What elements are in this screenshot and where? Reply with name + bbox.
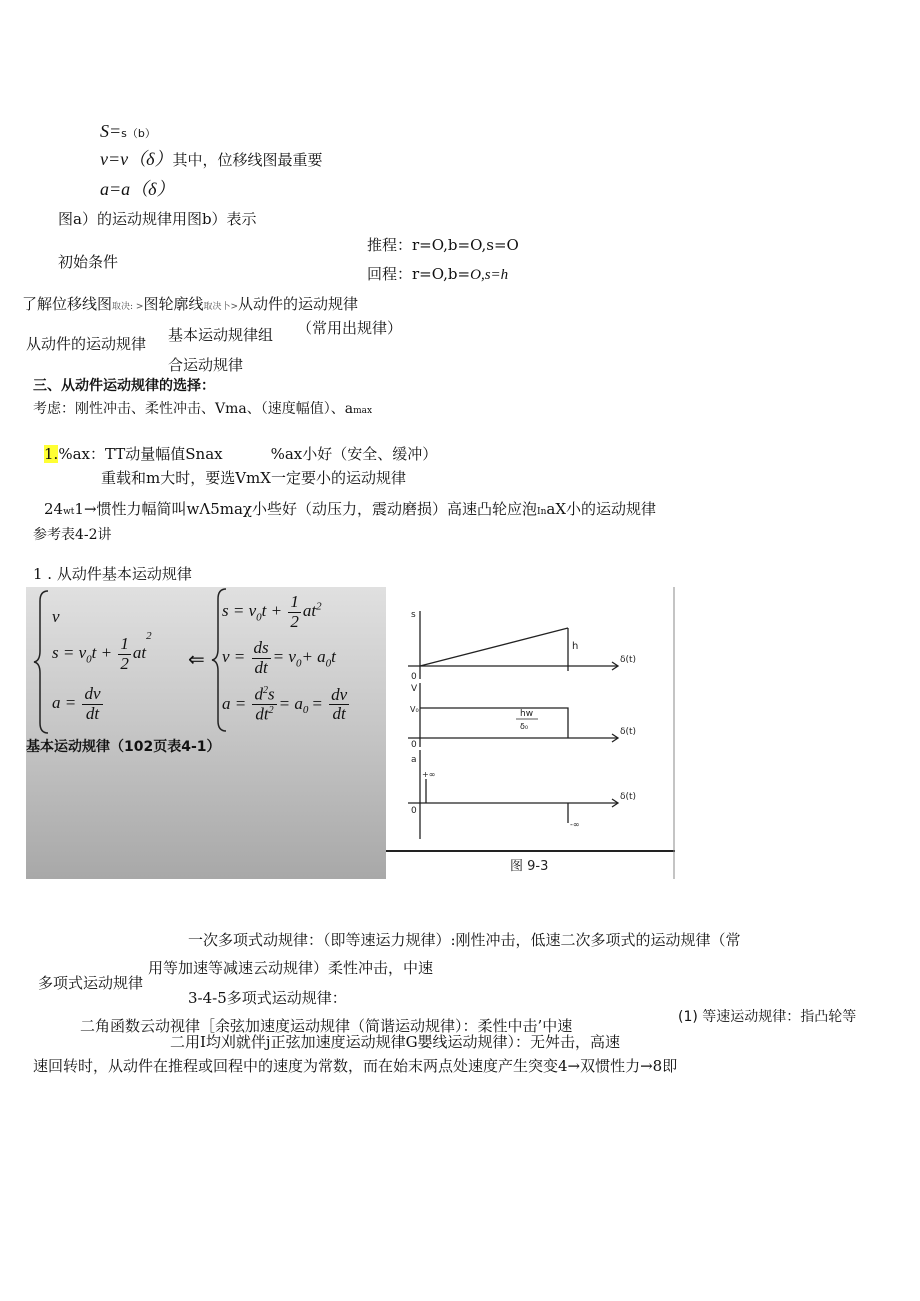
equations-panel bbox=[26, 587, 386, 879]
origin-v: 0 bbox=[411, 740, 417, 750]
poly-label: 多项式运动规律 bbox=[38, 974, 144, 992]
figure-caption: 图 9-3 bbox=[510, 859, 549, 874]
section-heading: 三、从动件运动规律的选择： bbox=[33, 378, 215, 394]
v-x-label: δ(t) bbox=[620, 727, 637, 737]
eq-left-v: v bbox=[52, 607, 60, 626]
eq-left-a: a = $\frac{dv}{dt}$ bbox=[52, 684, 101, 723]
figure-note: 图a）的运动规律用图b）表示 bbox=[58, 210, 257, 228]
classification-combined: 合运动规律 bbox=[168, 356, 244, 374]
eq-right-v: v = $\frac{ds}{dt}$ = $v_0+ a_0t$ bbox=[222, 638, 336, 677]
inf-up-label: +∞ bbox=[422, 770, 436, 779]
item-1: 1.%ax：TT动量幅值Snax %ax小好（安全、缓冲） bbox=[44, 445, 438, 463]
formula-s: S=s（b） bbox=[100, 121, 156, 141]
eq-left-s: $s = v_0t$ + $\frac{1}{2}$ $at^2$ bbox=[52, 630, 152, 673]
reference-note: 参考表4-2讲 bbox=[33, 527, 112, 543]
motion-graphs bbox=[386, 587, 675, 879]
item-1-detail: 重载和m大时，要选VmX一定要小的运动规律 bbox=[101, 469, 406, 487]
hw-label: hw bbox=[520, 709, 534, 719]
initial-conditions-label: 初始条件 bbox=[58, 253, 119, 271]
figure-caption-left: 基本运动规律（102页表4-1） bbox=[26, 739, 221, 755]
item-2: 24wt1→惯性力幅简叫wΛ5maχ小些好（动压力，震动磨损）高速凸轮应泡InaX小的运动规律 bbox=[44, 500, 656, 518]
origin-s: 0 bbox=[411, 672, 417, 682]
consider-line: 考虑：刚性冲击、柔性冲击、Vma、（速度幅值）、amax bbox=[33, 401, 373, 417]
basic-laws-heading: 1 . 从动件基本运动规律 bbox=[33, 565, 192, 583]
h-label: h bbox=[572, 641, 579, 652]
v0-label: V₀ bbox=[410, 705, 419, 714]
s-x-label: δ(t) bbox=[620, 655, 637, 665]
a-axis-label: a bbox=[411, 755, 417, 765]
trig-line-1: 二角函数云动视律［余弦加速度运动规律（简谐运动规律）：柔性中击’中速 bbox=[80, 1017, 573, 1035]
implies-arrow: ⇐ bbox=[188, 649, 205, 671]
inf-down-label: -∞ bbox=[570, 820, 580, 829]
eq-right-s: $s = v_0t$ + $\frac{1}{2}$ $at^2$ bbox=[222, 592, 322, 631]
trig-line-2: 二用I均刈就伴j正弦加速度运动规律G嬰线运动规律）：无舛击，高速 bbox=[170, 1033, 621, 1051]
push-condition: 推程：r=O,b=O,s=O bbox=[367, 236, 519, 254]
v-step bbox=[420, 708, 568, 738]
origin-a: 0 bbox=[411, 806, 417, 816]
classification-common: （常用出规律） bbox=[297, 319, 403, 337]
formula-a: a=a（δ） bbox=[100, 179, 175, 199]
s-ramp bbox=[420, 628, 568, 666]
s-axis-label: s bbox=[411, 610, 416, 620]
poly-line-2: 用等加速等减速云动规律）柔性冲击，中速 bbox=[148, 959, 434, 977]
return-condition: 回程：r=O,b=O,s=h bbox=[367, 265, 509, 283]
uniform-motion-note: (1) 等速运动规律：指凸轮等 bbox=[678, 1009, 857, 1025]
classification-basic: 基本运动规律组 bbox=[168, 326, 274, 344]
eq-right-a: a = $\frac{d^2s}{dt^2}$ = $a_0$ = $\frac{dv}{dt}$ bbox=[222, 684, 348, 724]
a-x-label: δ(t) bbox=[620, 792, 637, 802]
classification-root: 从动件的运动规律 bbox=[26, 335, 147, 353]
delta0-label: δ₀ bbox=[520, 722, 529, 731]
uniform-motion-detail: 速回转时，从动件在推程或回程中的速度为常数，而在始末两点处速度产生突变4→双惯性力→8即 bbox=[33, 1057, 678, 1075]
motion-graphs-panel bbox=[386, 587, 675, 879]
formula-v: v=v（δ）其中，位移线图最重要 bbox=[100, 149, 323, 169]
poly-line-3: 3-4-5多项式运动规律： bbox=[188, 989, 347, 1007]
left-brace bbox=[32, 589, 52, 735]
poly-line-1: 一次多项式动规律：（即等速运力规律）:刚性冲击，低速二次多项式的运动规律（常 bbox=[188, 931, 741, 949]
v-axis-label: V bbox=[411, 684, 418, 694]
understanding-chain: 了解位移线图取决: >图轮廓线取决卜>从动件的运动规律 bbox=[22, 295, 359, 313]
